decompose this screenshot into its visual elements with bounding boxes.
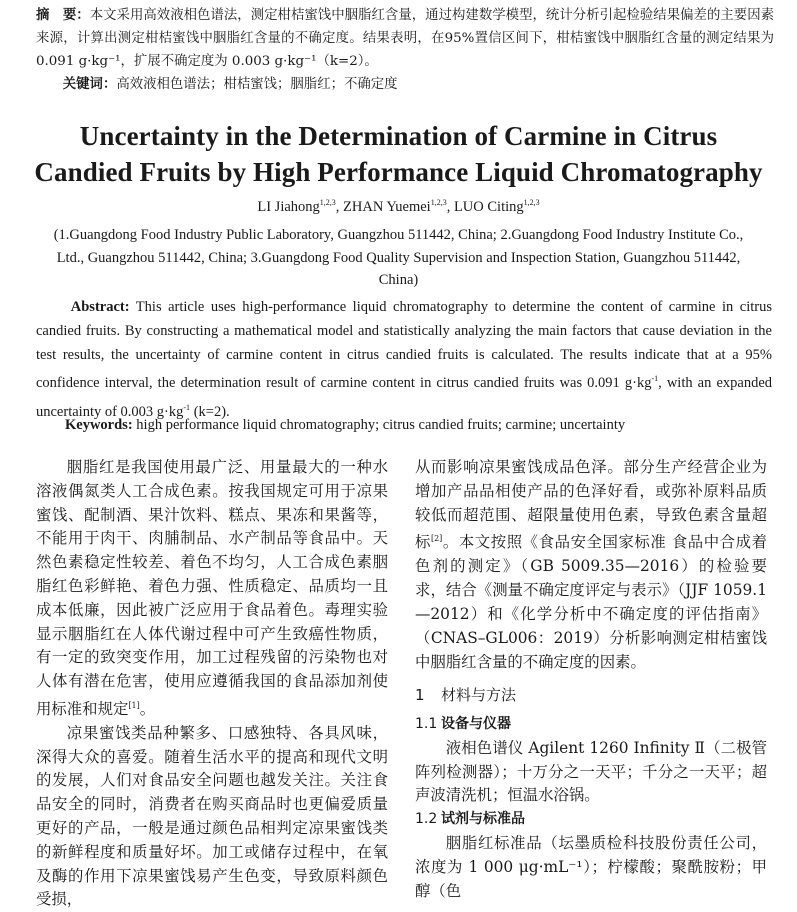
- en-keywords-text: high performance liquid chromatography; citrus candied fruits; carmine; uncertainty: [132, 417, 626, 433]
- unit-sup: -1: [651, 374, 659, 384]
- paragraph: [36, 456, 388, 722]
- subsection-number: 1.2: [415, 811, 438, 828]
- author-affil-sup: 1,2,3: [430, 198, 447, 207]
- author-name: LI Jiahong: [257, 198, 320, 215]
- section-title: 材料与方法: [441, 686, 517, 705]
- author-separator: ,: [446, 198, 454, 215]
- en-abstract-text-b: , with an expanded uncertainty of 0.003 g·kg: [36, 375, 773, 420]
- en-abstract-text-a: This article uses high-performance liquid chromatography to determine the content of carmine in citrus candied fruits. By constructing a mathematical model and statistically analyzing the main factors that cause deviation in the test results, the uncertainty of carmine content in citrus candied fruits is calculated. The results indicate that at a 95% confidence interval, the determination result of carmine content in citrus candied fruits was 0.091 g·kg: [36, 299, 772, 392]
- unit-sup: -1: [183, 403, 191, 413]
- author-affil-sup: 1,2,3: [523, 198, 540, 207]
- subsection-heading: [415, 713, 767, 737]
- subsection-title: 试剂与标准品: [441, 811, 525, 828]
- english-title: [20, 118, 777, 190]
- cn-keywords-label: 关键词：: [62, 76, 117, 92]
- section-number: 1: [415, 686, 425, 705]
- subsection-number: 1.1: [415, 716, 438, 733]
- en-keywords-label: Keywords:: [65, 417, 133, 433]
- cn-keywords: [36, 73, 774, 96]
- paragraph-text: 胭脂红是我国使用最广泛、用量最大的一种水溶液偶氮类人工合成色素。按我国规定可用于凉果蜜饯、配制酒、果汁饮料、糕点、果冻和果酱等，不能用于肉干、肉脯制品、水产制品等食品中。天然色素稳定性较差、着色不均匀，人工合成色素胭脂红色彩鲜艳、着色力强、性质稳定、品质均一且成本低廉，因此被广泛应用于食品着色。毒理实验显示胭脂红在人体代谢过程中可产生致癌性物质，有一定的致突变作用，加工过程残留的污染物也对人体有潜在危害，使用应遵循我国的食品添加剂使用标准和规定: [36, 458, 388, 719]
- citation-ref: [2]: [430, 534, 443, 544]
- affiliations: (1.Guangdong Food Industry Public Laboratory, Guangzhou 511442, China; 2.Guangdong Food Industry Institute Co., Ltd., Guangzhou 511442, China; 3.Guangdong Food Quality Supervision and Inspection Station, Guangzhou 511442, China): [53, 227, 744, 288]
- english-abstract: [36, 296, 772, 425]
- cn-abstract-text: 本文采用高效液相色谱法，测定柑桔蜜饯中胭脂红含量，通过构建数学模型，统计分析引起检验结果偏差的主要因素来源，计算出测定柑桔蜜饯中胭脂红含量的不确定度。结果表明，在95%置信区间下，柑桔蜜饯中胭脂红含量的测定结果为 0.091 g·kg⁻¹，扩展不确定度为 0.003 g·kg⁻¹（k=2）。: [36, 8, 775, 69]
- author-name: ZHAN Yuemei: [343, 198, 431, 215]
- paragraph-text: 。本文按照《食品安全国家标准 食品中合成着色剂的测定》（GB 5009.35—2016）的检验要求，结合《测量不确定度评定与表示》（JJF 1059.1—2012）和《化学分析中不确定度的评估指南》（CNAS–GL006：2019）分析影响测定柑桔蜜饯中胭脂红含量的不确定度的因素。: [415, 533, 767, 671]
- cn-abstract-body: [36, 4, 774, 73]
- subsection-heading: [415, 808, 767, 832]
- cn-abstract-label: 摘 要：: [36, 7, 90, 23]
- author-name: LUO Citing: [453, 198, 524, 215]
- author-separator: ,: [335, 198, 344, 215]
- body-right-column: [415, 456, 767, 903]
- body-left-column: [36, 456, 388, 912]
- paragraph-text: 。: [139, 700, 156, 719]
- paragraph: 凉果蜜饯类品种繁多、口感独特、各具风味，深得大众的喜爱。随着生活水平的提高和现代文明的发展，人们对食品安全问题也越发关注。关注食品安全的同时，消费者在购买商品时也更偏爱质量更好的产品，一般是通过颜色品相判定凉果蜜饯类的新鲜程度和质量好坏。加工或储存过程中，在氧及酶的作用下凉果蜜饯易产生色变，导致原料颜色受损，: [36, 723, 388, 909]
- en-abstract-text-c: (k=2).: [190, 403, 230, 420]
- chinese-abstract: [36, 4, 774, 96]
- english-title-line-2: Candied Fruits by High Performance Liquid Chromatography: [34, 157, 763, 187]
- en-abstract-label: Abstract:: [70, 299, 130, 315]
- paragraph: [415, 456, 767, 674]
- subsection-title: 设备与仪器: [441, 716, 511, 733]
- section-heading: [415, 684, 767, 708]
- english-keywords: [36, 414, 772, 436]
- author-affil-sup: 1,2,3: [319, 198, 336, 207]
- paragraph: 胭脂红标准品（坛墨质检科技股份责任公司，浓度为 1 000 μg·mL⁻¹）；柠檬酸；聚酰胺粉；甲醇（色: [415, 834, 767, 900]
- author-list: [0, 198, 797, 216]
- english-title-line-1: Uncertainty in the Determination of Carmine in Citrus: [79, 121, 718, 151]
- paragraph: 液相色谱仪 Agilent 1260 Infinity Ⅱ（二极管阵列检测器）；十万分之一天平；千分之一天平；超声波清洗机；恒温水浴锅。: [415, 738, 767, 805]
- citation-ref: [1]: [128, 700, 140, 710]
- paragraph-text: 从而影响凉果蜜饯成品色泽。部分生产经营企业为增加产品品相使产品的色泽好看，或弥补原料品质较低而超范围、超限量使用色素，导致色素含量超标: [415, 458, 767, 552]
- cn-keywords-text: 高效液相色谱法；柑桔蜜饯；胭脂红；不确定度: [116, 77, 398, 92]
